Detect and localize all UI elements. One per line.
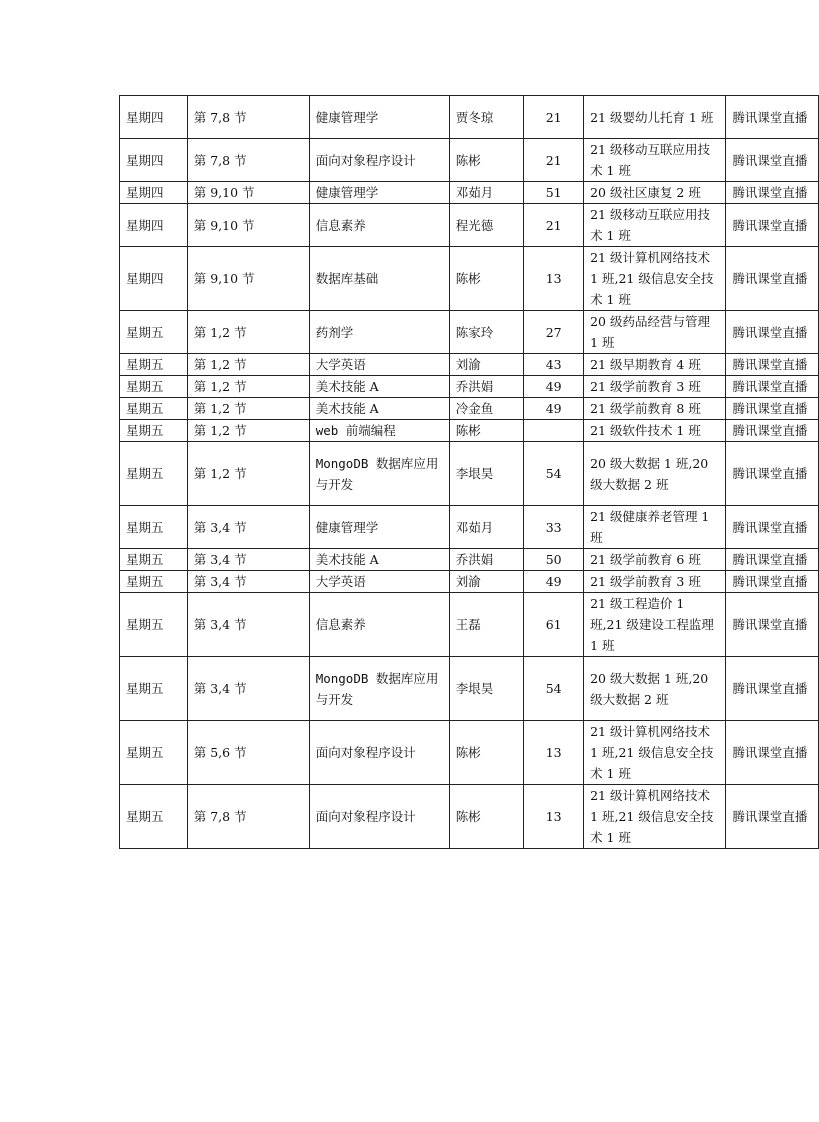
table-row	[120, 354, 819, 376]
cell-period: 第 9,10 节	[187, 182, 309, 204]
cell-course: 信息素养	[309, 593, 449, 657]
cell-period: 第 7,8 节	[187, 785, 309, 849]
cell-teaching-method: 腾讯课堂直播	[726, 593, 819, 657]
cell-student-count: 33	[524, 506, 584, 549]
cell-student-count: 49	[524, 398, 584, 420]
cell-teacher: 刘渝	[449, 354, 524, 376]
cell-day: 星期四	[120, 204, 188, 247]
cell-class: 21 级学前教育 3 班	[584, 376, 726, 398]
cell-class: 21 级健康养老管理 1 班	[584, 506, 726, 549]
cell-teacher: 陈彬	[449, 721, 524, 785]
cell-teacher: 贾冬琼	[449, 96, 524, 139]
cell-course: MongoDB 数据库应用与开发	[309, 442, 449, 506]
cell-student-count: 13	[524, 721, 584, 785]
table-row	[120, 204, 819, 247]
cell-teacher: 李垠昊	[449, 657, 524, 721]
cell-teaching-method: 腾讯课堂直播	[726, 376, 819, 398]
cell-student-count: 50	[524, 549, 584, 571]
table-row	[120, 657, 819, 721]
table-row	[120, 420, 819, 442]
cell-day: 星期五	[120, 442, 188, 506]
cell-class: 20 级社区康复 2 班	[584, 182, 726, 204]
cell-class: 20 级大数据 1 班,20 级大数据 2 班	[584, 657, 726, 721]
cell-day: 星期四	[120, 96, 188, 139]
cell-teaching-method: 腾讯课堂直播	[726, 571, 819, 593]
cell-period: 第 9,10 节	[187, 204, 309, 247]
cell-class: 21 级计算机网络技术 1 班,21 级信息安全技术 1 班	[584, 721, 726, 785]
cell-class: 21 级学前教育 8 班	[584, 398, 726, 420]
cell-class: 21 级计算机网络技术 1 班,21 级信息安全技术 1 班	[584, 247, 726, 311]
cell-day: 星期五	[120, 571, 188, 593]
cell-period: 第 1,2 节	[187, 420, 309, 442]
cell-period: 第 7,8 节	[187, 96, 309, 139]
cell-day: 星期五	[120, 506, 188, 549]
cell-student-count: 54	[524, 442, 584, 506]
table-row	[120, 549, 819, 571]
cell-class: 20 级药品经营与管理 1 班	[584, 311, 726, 354]
cell-day: 星期五	[120, 657, 188, 721]
cell-period: 第 9,10 节	[187, 247, 309, 311]
cell-teacher: 冷金鱼	[449, 398, 524, 420]
cell-period: 第 1,2 节	[187, 442, 309, 506]
cell-course: 面向对象程序设计	[309, 785, 449, 849]
cell-course: 健康管理学	[309, 182, 449, 204]
cell-student-count: 21	[524, 96, 584, 139]
cell-day: 星期五	[120, 593, 188, 657]
cell-period: 第 1,2 节	[187, 311, 309, 354]
cell-student-count: 13	[524, 247, 584, 311]
cell-class: 21 级工程造价 1 班,21 级建设工程监理 1 班	[584, 593, 726, 657]
cell-course: 大学英语	[309, 354, 449, 376]
cell-day: 星期五	[120, 398, 188, 420]
cell-period: 第 3,4 节	[187, 549, 309, 571]
cell-student-count: 43	[524, 354, 584, 376]
cell-course: 美术技能 A	[309, 549, 449, 571]
cell-day: 星期五	[120, 311, 188, 354]
cell-teacher: 陈彬	[449, 139, 524, 182]
cell-teaching-method: 腾讯课堂直播	[726, 354, 819, 376]
cell-class: 21 级计算机网络技术 1 班,21 级信息安全技术 1 班	[584, 785, 726, 849]
table-row	[120, 96, 819, 139]
table-row	[120, 506, 819, 549]
cell-class: 21 级移动互联应用技术 1 班	[584, 204, 726, 247]
cell-day: 星期五	[120, 420, 188, 442]
table-row	[120, 247, 819, 311]
cell-teacher: 陈彬	[449, 420, 524, 442]
cell-student-count: 49	[524, 571, 584, 593]
schedule-table	[119, 95, 819, 849]
cell-teacher: 陈家玲	[449, 311, 524, 354]
table-row	[120, 442, 819, 506]
cell-teaching-method: 腾讯课堂直播	[726, 182, 819, 204]
cell-teaching-method: 腾讯课堂直播	[726, 420, 819, 442]
cell-teacher: 邓茹月	[449, 182, 524, 204]
cell-teaching-method: 腾讯课堂直播	[726, 139, 819, 182]
cell-teaching-method: 腾讯课堂直播	[726, 506, 819, 549]
cell-course: 信息素养	[309, 204, 449, 247]
cell-period: 第 1,2 节	[187, 398, 309, 420]
cell-day: 星期四	[120, 182, 188, 204]
cell-course: 数据库基础	[309, 247, 449, 311]
cell-student-count: 54	[524, 657, 584, 721]
cell-teacher: 李垠昊	[449, 442, 524, 506]
cell-period: 第 1,2 节	[187, 354, 309, 376]
cell-day: 星期四	[120, 139, 188, 182]
cell-period: 第 1,2 节	[187, 376, 309, 398]
cell-student-count: 21	[524, 204, 584, 247]
cell-teacher: 陈彬	[449, 247, 524, 311]
cell-class: 21 级学前教育 3 班	[584, 571, 726, 593]
cell-day: 星期五	[120, 549, 188, 571]
cell-course: web 前端编程	[309, 420, 449, 442]
cell-period: 第 7,8 节	[187, 139, 309, 182]
cell-teaching-method: 腾讯课堂直播	[726, 657, 819, 721]
cell-teaching-method: 腾讯课堂直播	[726, 442, 819, 506]
cell-teaching-method: 腾讯课堂直播	[726, 549, 819, 571]
cell-course: 药剂学	[309, 311, 449, 354]
cell-period: 第 3,4 节	[187, 593, 309, 657]
cell-teacher: 王磊	[449, 593, 524, 657]
cell-day: 星期五	[120, 721, 188, 785]
cell-class: 21 级早期教育 4 班	[584, 354, 726, 376]
cell-period: 第 3,4 节	[187, 571, 309, 593]
cell-teacher: 乔洪娟	[449, 376, 524, 398]
table-row	[120, 571, 819, 593]
cell-student-count: 13	[524, 785, 584, 849]
cell-teaching-method: 腾讯课堂直播	[726, 96, 819, 139]
cell-day: 星期五	[120, 376, 188, 398]
table-row	[120, 721, 819, 785]
cell-teacher: 程光德	[449, 204, 524, 247]
cell-student-count: 61	[524, 593, 584, 657]
cell-teaching-method: 腾讯课堂直播	[726, 311, 819, 354]
cell-class: 21 级婴幼儿托育 1 班	[584, 96, 726, 139]
table-row	[120, 593, 819, 657]
cell-teacher: 陈彬	[449, 785, 524, 849]
cell-course: 美术技能 A	[309, 376, 449, 398]
cell-period: 第 3,4 节	[187, 657, 309, 721]
cell-student-count: 51	[524, 182, 584, 204]
cell-teaching-method: 腾讯课堂直播	[726, 247, 819, 311]
cell-class: 21 级移动互联应用技术 1 班	[584, 139, 726, 182]
cell-class: 20 级大数据 1 班,20 级大数据 2 班	[584, 442, 726, 506]
cell-teacher: 刘渝	[449, 571, 524, 593]
cell-teaching-method: 腾讯课堂直播	[726, 721, 819, 785]
cell-teaching-method: 腾讯课堂直播	[726, 785, 819, 849]
cell-course: 面向对象程序设计	[309, 721, 449, 785]
cell-day: 星期四	[120, 247, 188, 311]
cell-course: 健康管理学	[309, 506, 449, 549]
cell-course: 健康管理学	[309, 96, 449, 139]
cell-teacher: 邓茹月	[449, 506, 524, 549]
cell-teacher: 乔洪娟	[449, 549, 524, 571]
cell-day: 星期五	[120, 785, 188, 849]
table-row	[120, 139, 819, 182]
cell-day: 星期五	[120, 354, 188, 376]
cell-teaching-method: 腾讯课堂直播	[726, 398, 819, 420]
cell-class: 21 级软件技术 1 班	[584, 420, 726, 442]
table-row	[120, 311, 819, 354]
cell-period: 第 5,6 节	[187, 721, 309, 785]
schedule-table-body	[120, 96, 819, 849]
cell-student-count: 27	[524, 311, 584, 354]
cell-student-count: 21	[524, 139, 584, 182]
cell-course: MongoDB 数据库应用与开发	[309, 657, 449, 721]
table-row	[120, 376, 819, 398]
table-row	[120, 785, 819, 849]
table-row	[120, 398, 819, 420]
table-row	[120, 182, 819, 204]
cell-student-count: 49	[524, 376, 584, 398]
cell-student-count	[524, 420, 584, 442]
cell-course: 面向对象程序设计	[309, 139, 449, 182]
cell-class: 21 级学前教育 6 班	[584, 549, 726, 571]
cell-course: 大学英语	[309, 571, 449, 593]
cell-teaching-method: 腾讯课堂直播	[726, 204, 819, 247]
cell-period: 第 3,4 节	[187, 506, 309, 549]
cell-course: 美术技能 A	[309, 398, 449, 420]
